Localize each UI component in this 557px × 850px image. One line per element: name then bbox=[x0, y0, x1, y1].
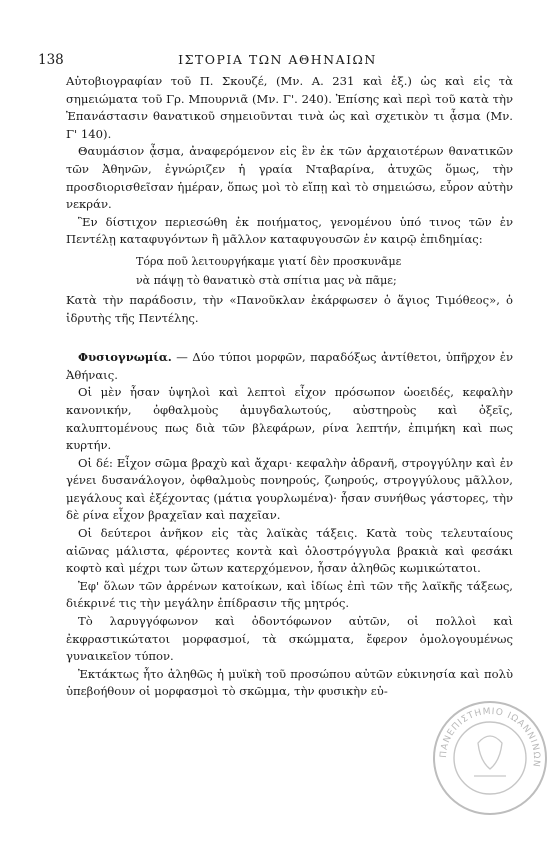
paragraph-1: Αὐτοβιογραφίαν τοῦ Π. Σκουζέ, (Μν. Α. 231 καὶ ἑξ.) ὡς καὶ εἰς τὰ σημειώματα τοῦ Γρ. Μπουρνιᾶ (Μν. Γ'. 240). Ἐπίσης καὶ περὶ τοῦ κατὰ τὴν Ἐπανάστασιν θανατικοῦ σημειοῦνται τινὰ ὡς καὶ σχετικὸν τι ᾆσμα (Μν. Γ' 140). bbox=[66, 74, 513, 141]
verse-couplet bbox=[66, 252, 513, 290]
stamp-text: ΠΑΝΕΠΙΣΤΗΜΙΟ ΙΩΑΝΝΙΝΩΝ bbox=[438, 706, 542, 769]
section-heading: Φυσιογνωμία. bbox=[78, 350, 172, 365]
paragraph-8: Οἱ δεύτεροι ἀνῆκον εἰς τὰς λαϊκὰς τάξεις. Κατὰ τοὺς τελευταίους αἰῶνας μάλιστα, φέροντες κοντὰ καὶ ὁλοστρόγγυλα βρακιὰ καὶ φεσάκι κοφτὸ καὶ μέχρι των ὤτων κατερχόμενον, ἦσαν ἀληθῶς κωμικώτατοι. bbox=[66, 526, 513, 576]
paragraph-2: Θαυμάσιον ᾆσμα, ἀναφερόμενον εἰς ἓν ἐκ τῶν ἀρχαιοτέρων θανατικῶν τῶν Ἀθηνῶν, ἐγνώριζεν ἡ γραία Νταβαρίνα, ἀτυχῶς ὅμως, τὴν προσδιορισθεῖσαν ἡμέραν, ὅπως μοὶ τὸ εἴπῃ καὶ τὸ σημειώσω, εὗρον αὐτὴν νεκράν. bbox=[66, 144, 513, 212]
page-number: 138 bbox=[38, 52, 64, 68]
paragraph-9: Ἐφ' ὅλων τῶν ἀρρένων κατοίκων, καὶ ἰδίως ἐπὶ τῶν τῆς λαϊκῆς τάξεως, διέκρινέ τις τὴν μεγάλην ἐπίδρασιν τῆς μητρός. bbox=[66, 578, 513, 611]
paragraph-10: Τὸ λαρυγγόφωνον καὶ ὀδοντόφωνον αὐτῶν, οἱ πολλοὶ καὶ ἐκφραστικώτατοι μορφασμοί, τὰ σκώμματα, ἔφερον ὁμολογουμένως γυναικεῖον τύπον. bbox=[66, 614, 513, 664]
paragraph-6: Οἱ μὲν ἦσαν ὑψηλοὶ καὶ λεπτοὶ εἶχον πρόσωπον ὠοειδές, κεφαλὴν κανονικήν, ὀφθαλμοὺς ἀμυγδαλωτούς, αὐστηροὺς καὶ ὀξεῖς, καλυπτομένους πως διὰ τῶν βλεφάρων, ρίνα λεπτήν, ἐπιμήκη καὶ πως κυρτήν. bbox=[66, 385, 513, 453]
paragraph-11: Ἐκτάκτως ἦτο ἀληθῶς ἡ μυϊκὴ τοῦ προσώπου αὐτῶν εὐκινησία καὶ πολὺ ὑπεβοήθουν οἱ μορφασμοὶ τὸ σκῶμμα, τὴν φυσικὴν εὐ- bbox=[66, 666, 513, 699]
page-header bbox=[38, 52, 517, 72]
page-body bbox=[66, 73, 513, 701]
running-title: ΙΣΤΟΡΙΑ ΤΩΝ ΑΘΗΝΑΙΩΝ bbox=[178, 52, 377, 67]
paragraph-7: Οἱ δέ: Εἶχον σῶμα βραχὺ καὶ ἄχαρι· κεφαλὴν ἀδρανῆ, στρογγύλην καὶ ἐν γένει δυσανάλογον, ὀφθαλμοὺς πονηρούς, ζωηρούς, στρογγύλους μᾶλλον, μεγάλους καὶ ἐξέχοντας (μάτια γουρλωμένα)· ἦσαν συνήθως γάστορες, τὴν δὲ ρίνα εἶχον βραχεῖαν καὶ παχεῖαν. bbox=[66, 455, 513, 523]
verse-line-2: νὰ πάψῃ τὸ θανατικὸ στὰ σπίτια μας νὰ πᾶμε; bbox=[136, 273, 397, 287]
section-intro: — Δύο τύποι μορφῶν, παραδόξως ἀντίθετοι, ὑπῆρχον ἐν Ἀθήναις. bbox=[66, 350, 513, 382]
library-stamp-seal bbox=[430, 698, 550, 818]
paragraph-4: Κατὰ τὴν παράδοσιν, τὴν «Πανοῦκλαν ἐκάρφωσεν ὁ ἅγιος Τιμόθεος», ὁ ἱδρυτὴς τῆς Πεντέλης. bbox=[66, 292, 513, 325]
verse-line-1: Τόρα ποῦ λειτουργήκαμε γιατί δὲν προσκυνᾶμε bbox=[136, 254, 402, 268]
section-physiognomy bbox=[66, 349, 513, 384]
paragraph-3: Ἓν δίστιχον περιεσώθη ἐκ ποιήματος, γενομένου ὑπό τινος τῶν ἐν Πεντέλῃ καταφυγόντων ἢ μᾶλλον καταφυγουσῶν ἐν καιρῷ ἐπιδημίας: bbox=[66, 214, 513, 247]
